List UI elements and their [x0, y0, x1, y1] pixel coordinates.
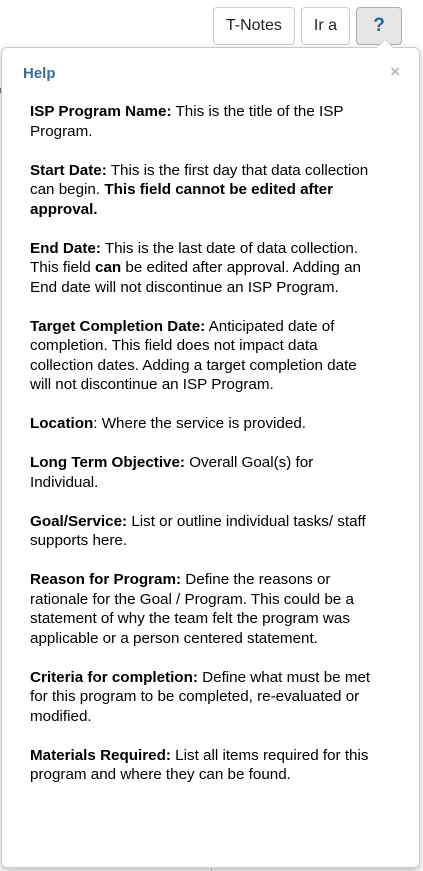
help-item-materials-required: Materials Required: List all items required for this program and where they can be found. — [30, 746, 369, 783]
help-item-reason-for-program: Reason for Program: Define the reasons or rationale for the Goal / Program. This could be a statement of why the team felt the program was applicable or a person centered statement. — [30, 571, 354, 647]
close-icon[interactable]: × — [390, 62, 400, 81]
help-content — [30, 102, 380, 804]
t-notes-button[interactable]: T-Notes — [213, 7, 295, 45]
help-item-long-term-objective: Long Term Objective: Overall Goal(s) for Individual. — [30, 454, 314, 491]
popover-arrow — [376, 39, 394, 48]
help-item-end-date: End Date: This is the last date of data collection. This field can be edited after approval. Adding an End date will not discontinue an ISP Program. — [30, 239, 361, 296]
help-item-location: Location: Where the service is provided. — [30, 415, 306, 432]
toolbar — [213, 7, 402, 45]
popover-title: Help — [23, 65, 56, 82]
help-popover — [1, 47, 420, 868]
help-item-start-date: Start Date: This is the first day that data collection can begin. This field cannot be edited after approval. — [30, 161, 369, 218]
help-item-goal-service: Goal/Service: List or outline individual tasks/ staff supports here. — [30, 512, 366, 549]
ir-a-button[interactable]: Ir a — [301, 7, 350, 45]
help-item-isp-program-name: ISP Program Name: This is the title of the ISP Program. — [30, 103, 344, 140]
help-item-target-completion-date: Target Completion Date: Anticipated date of completion. This field does not impact data collection dates. Adding a target completion date will not discontinue an ISP Program. — [30, 317, 357, 393]
question-icon: ? — [373, 15, 385, 36]
help-item-criteria-for-completion: Criteria for completion: Define what must be met for this program to be completed, re-evaluated or modified. — [30, 668, 371, 725]
